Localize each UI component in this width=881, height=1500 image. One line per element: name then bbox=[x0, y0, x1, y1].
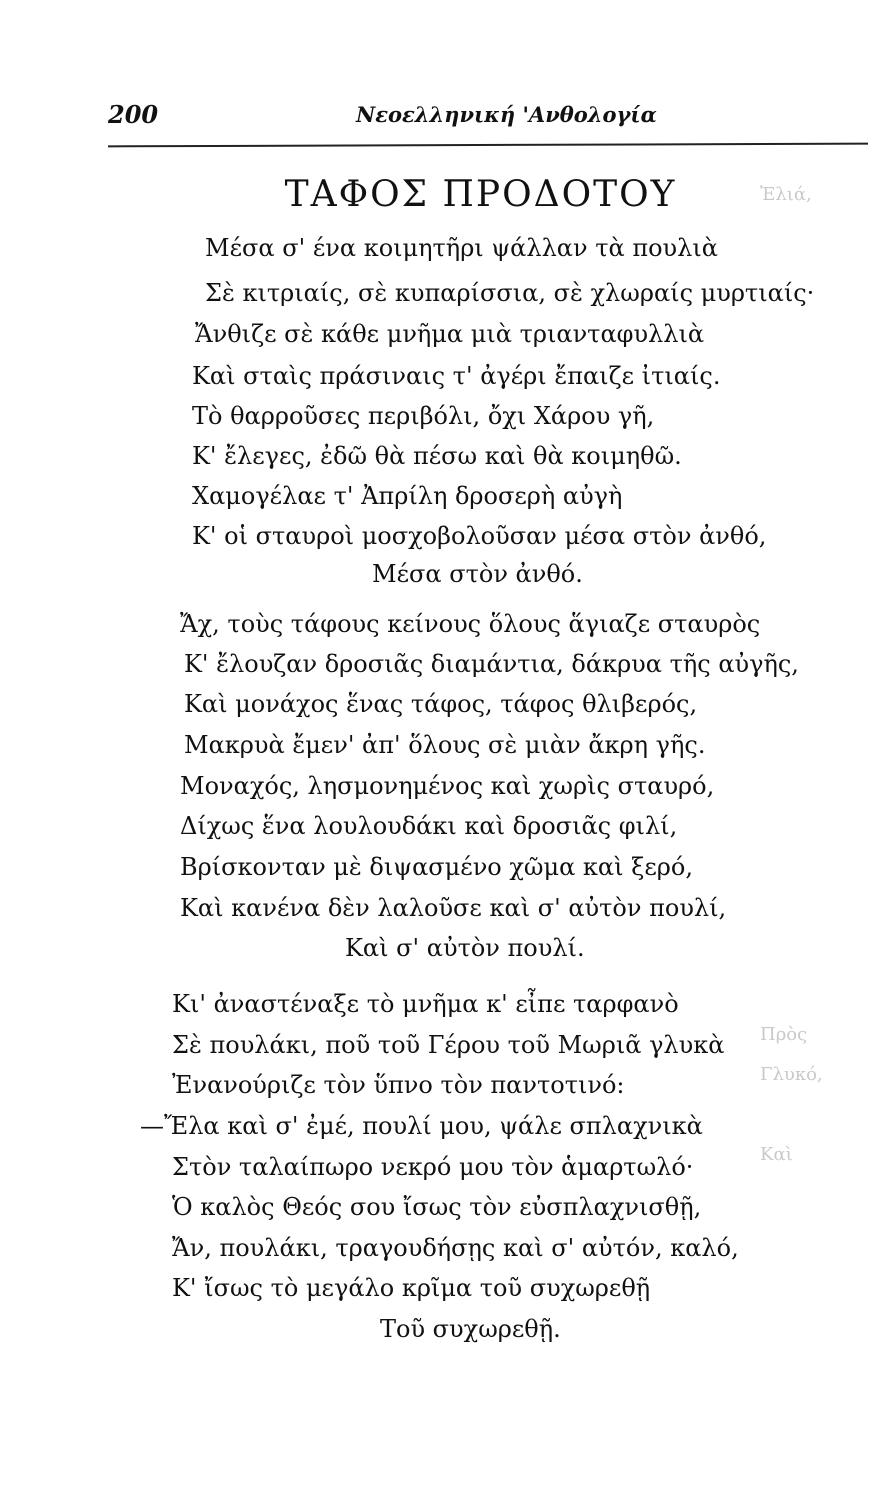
poem-line: Κι' ἀναστέναξε τὸ μνῆμα κ' εἶπε ταρφανὸ bbox=[172, 990, 679, 1018]
bleed-through-text: Γλυκό, bbox=[760, 1064, 823, 1085]
poem-line: Τὸ θαρροῦσες περιβόλι, ὄχι Χάρου γῆ, bbox=[192, 402, 655, 430]
poem-title: ΤΑΦΟΣ ΠΡΟΔΟΤΟΥ bbox=[284, 174, 677, 215]
poem-line-refrain: Μέσα στὸν ἀνθό. bbox=[372, 560, 583, 588]
poem-line: Σὲ πουλάκι, ποῦ τοῦ Γέρου τοῦ Μωριᾶ γλυκὰ bbox=[172, 1031, 725, 1059]
poem-line: Ἄν, πουλάκι, τραγουδήσῃς καὶ σ' αὐτόν, καλό, bbox=[172, 1234, 739, 1262]
running-title: Νεοελληνική 'Ανθολογία bbox=[356, 102, 657, 127]
poem-line: Δίχως ἕνα λουλουδάκι καὶ δροσιᾶς φιλί, bbox=[180, 812, 678, 840]
poem-line: Ὁ καλὸς Θεός σου ἴσως τὸν εὐσπλαχνισθῇ, bbox=[172, 1193, 702, 1221]
poem-line: Καὶ κανένα δὲν λαλοῦσε καὶ σ' αὐτὸν πουλί, bbox=[180, 894, 727, 922]
poem-line: Μοναχός, λησμονημένος καὶ χωρὶς σταυρό, bbox=[180, 772, 715, 800]
poem-line: Καὶ σταὶς πράσιναις τ' ἀγέρι ἔπαιζε ἰτιαίς. bbox=[192, 362, 721, 390]
header-rule bbox=[108, 143, 868, 148]
poem-line: Ἄχ, τοὺς τάφους κείνους ὅλους ἅγιαζε σταυρὸς bbox=[180, 610, 761, 638]
poem-line: Ἄνθιζε σὲ κάθε μνῆμα μιὰ τριανταφυλλιὰ bbox=[195, 320, 705, 348]
poem-line: Σὲ κιτριαίς, σὲ κυπαρίσσια, σὲ χλωραίς μυρτιαίς· bbox=[205, 279, 815, 307]
poem-line-refrain: Καὶ σ' αὐτὸν πουλί. bbox=[345, 934, 585, 962]
poem-line: Κ' ἔλεγες, ἐδῶ θὰ πέσω καὶ θὰ κοιμηθῶ. bbox=[192, 442, 682, 470]
bleed-through-text: Καὶ bbox=[760, 1144, 793, 1165]
poem-line: —Ἔλα καὶ σ' ἐμέ, πουλί μου, ψάλε σπλαχνικὰ bbox=[140, 1112, 703, 1140]
bleed-through-text: Ἐλιά, bbox=[760, 184, 812, 205]
bleed-through-text: Πρὸς bbox=[760, 1024, 808, 1045]
poem-line: Ἐνανούριζε τὸν ὕπνο τὸν παντοτινό: bbox=[172, 1071, 625, 1099]
poem-line: Χαμογέλαε τ' Ἀπρίλη δροσερὴ αὐγὴ bbox=[192, 482, 623, 510]
poem-line: Καὶ μονάχος ἕνας τάφος, τάφος θλιβερός, bbox=[184, 690, 698, 718]
poem-line-refrain: Τοῦ συχωρεθῇ. bbox=[380, 1315, 561, 1343]
poem-line: Κ' ἴσως τὸ μεγάλο κρῖμα τοῦ συχωρεθῇ bbox=[172, 1274, 651, 1302]
page-number: 200 bbox=[108, 100, 159, 129]
poem-line: Στὸν ταλαίπωρο νεκρό μου τὸν ἁμαρτωλό· bbox=[172, 1153, 694, 1181]
poem-line: Κ' οἱ σταυροὶ μοσχοβολοῦσαν μέσα στὸν ἀνθό, bbox=[192, 522, 767, 550]
poem-line: Μέσα σ' ένα κοιμητῆρι ψάλλαν τὰ πουλιὰ bbox=[205, 234, 718, 262]
poem-line: Βρίσκονταν μὲ διψασμένο χῶμα καὶ ξερό, bbox=[180, 853, 693, 881]
poem-line: Κ' ἔλουζαν δροσιᾶς διαμάντια, δάκρυα τῆς αὐγῆς, bbox=[184, 650, 799, 678]
poem-line: Μακρυὰ ἔμεν' ἀπ' ὅλους σὲ μιὰν ἄκρη γῆς. bbox=[184, 731, 706, 759]
